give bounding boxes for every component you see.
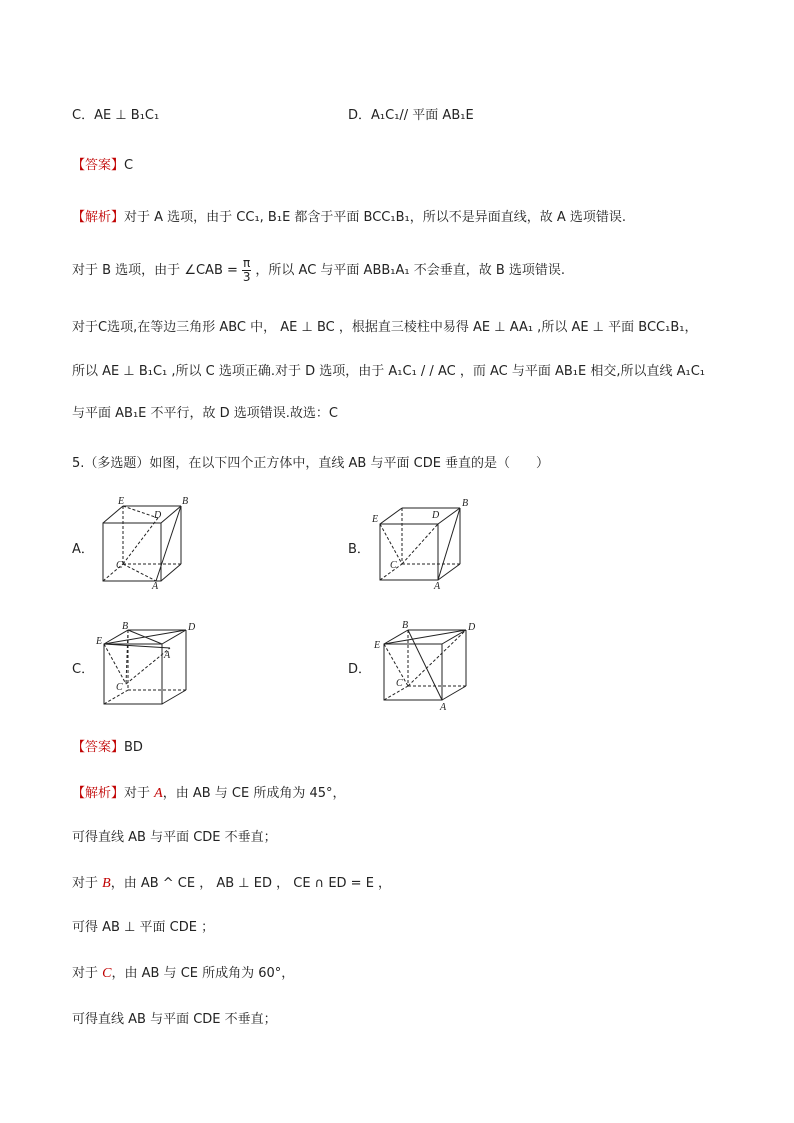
q4-analysis-line-4: 所以 AE ⊥ B₁C₁ ,所以 C 选项正确.对于 D 选项，由于 A₁C₁ / / AC ，而 AC 与平面 AB₁E 相交,所以直线 A₁C₁	[72, 364, 705, 379]
svg-text:D: D	[188, 622, 196, 633]
analysis-text: 对于 A 选项，由于 CC₁, B₁E 都含于平面 BCC₁B₁，所以不是异面直线，故 A 选项错误.	[124, 210, 627, 225]
q5-answer	[72, 738, 143, 758]
fraction-numerator: π	[243, 256, 251, 270]
q5-option-label-a: A．	[72, 542, 94, 557]
option-letter: A	[154, 786, 163, 801]
q5-stem: 5.（多选题）如图，在以下四个正方体中，直线 AB 与平面 CDE 垂直的是（ ）	[72, 456, 550, 471]
answer-value: BD	[124, 740, 143, 755]
q5-analysis-line-4: 可得 AB ⊥ 平面 CDE ；	[72, 920, 215, 935]
q5-analysis-line-6: 可得直线 AB 与平面 CDE 不垂直；	[72, 1012, 277, 1027]
q5-analysis-line-5: 对于 C，由 AB 与 CE 所成角为 60°，	[72, 966, 295, 981]
svg-text:C: C	[116, 682, 123, 693]
answer-tag: 【答案】	[72, 158, 125, 173]
cube-figure-a	[96, 496, 196, 592]
svg-text:C: C	[390, 560, 397, 571]
q5-option-label-b: B．	[348, 542, 370, 557]
svg-text:E: E	[374, 640, 381, 651]
analysis-tag: 【解析】	[72, 210, 125, 225]
q5-analysis-line-2: 可得直线 AB 与平面 CDE 不垂直；	[72, 830, 277, 845]
svg-text:A: A	[440, 702, 447, 713]
label-e: E	[118, 496, 125, 507]
option-letter: C	[102, 966, 112, 981]
fraction-denominator: 3	[242, 270, 251, 284]
label-d: D	[154, 510, 162, 521]
q4-analysis-line-1	[72, 208, 626, 228]
answer-value: C	[124, 158, 134, 173]
q4-analysis-line-3: 对于C选项,在等边三角形 ABC 中， AE ⊥ BC ，根据直三棱柱中易得 AE ⊥ AA₁ ,所以 AE ⊥ 平面 BCC₁B₁，	[72, 320, 698, 335]
label-b: B	[182, 496, 189, 507]
option-letter: B	[102, 876, 111, 891]
svg-text:E: E	[372, 514, 379, 525]
analysis-tag: 【解析】	[72, 786, 125, 801]
cube-figure-d	[372, 618, 482, 714]
q4-option-c: C．AE ⊥ B₁C₁	[72, 108, 160, 123]
svg-text:A: A	[164, 650, 171, 661]
svg-text:B: B	[122, 621, 129, 632]
q4-analysis-line-5: 与平面 AB₁E 不平行，故 D 选项错误.故选：C	[72, 406, 338, 421]
cube-figure-c	[96, 622, 206, 712]
svg-text:E: E	[96, 636, 103, 647]
q4-answer	[72, 156, 133, 176]
q4-analysis-line-2	[72, 256, 565, 286]
svg-text:D: D	[432, 510, 440, 521]
q5-analysis-line-1: 【解析】对于 A，由 AB 与 CE 所成角为 45°，	[72, 786, 346, 801]
fraction-pi-over-3	[242, 257, 251, 284]
analysis-text: 对于 B 选项，由于 ∠CAB =	[72, 263, 238, 278]
svg-text:D: D	[468, 622, 476, 633]
q5-option-label-c: C．	[72, 662, 95, 677]
analysis-text: ，所以 AC 与平面 ABB₁A₁ 不会垂直，故 B 选项错误.	[255, 263, 566, 278]
svg-text:B: B	[462, 498, 469, 509]
svg-text:B: B	[402, 620, 409, 631]
q5-analysis-line-3: 对于 B，由 AB ^ CE ， AB ⊥ ED ， CE ∩ ED = E ，	[72, 876, 392, 891]
label-a: A	[152, 581, 159, 592]
svg-text:A: A	[434, 581, 441, 592]
q4-option-d: D．A₁C₁// 平面 AB₁E	[348, 108, 474, 123]
q5-option-label-d: D．	[348, 662, 372, 677]
answer-tag: 【答案】	[72, 740, 125, 755]
svg-text:C: C	[396, 678, 403, 689]
cube-figure-b	[372, 496, 472, 592]
label-c: C	[116, 560, 123, 571]
